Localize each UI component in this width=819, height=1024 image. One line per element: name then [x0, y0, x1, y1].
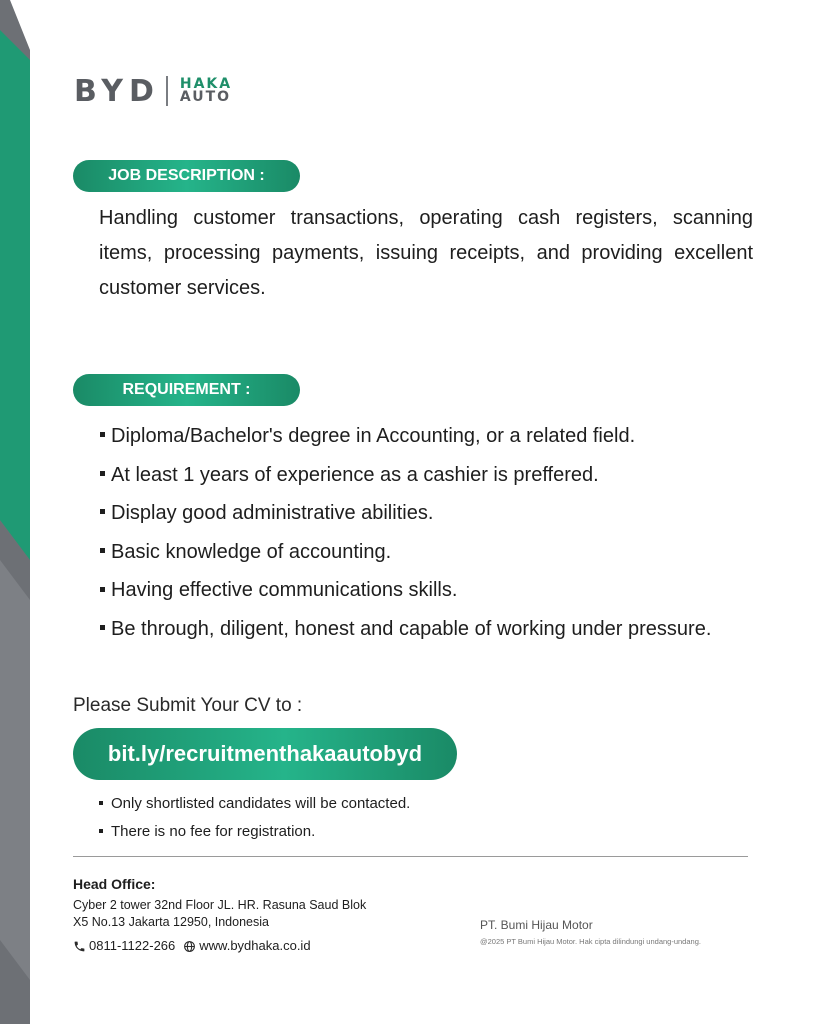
logo-divider — [166, 76, 168, 106]
address-line: X5 No.13 Jakarta 12950, Indonesia — [73, 915, 269, 929]
recruitment-link[interactable]: bit.ly/recruitmenthakaautobyd — [73, 728, 457, 780]
byd-logo-text: BYD — [74, 73, 160, 109]
requirement-item: Basic knowledge of accounting. — [100, 533, 711, 572]
requirement-item: Display good administrative abilities. — [100, 494, 711, 533]
haka-auto-logo — [180, 78, 232, 104]
address-line: Cyber 2 tower 32nd Floor JL. HR. Rasuna Saud Blok — [73, 898, 367, 912]
copyright-text: @2025 PT Bumi Hijau Motor. Hak cipta dilindungi undang-undang. — [480, 937, 701, 946]
bullet-icon — [100, 471, 105, 476]
bullet-icon — [100, 432, 105, 437]
requirement-list — [100, 417, 711, 649]
bullet-icon — [100, 509, 105, 514]
note-item: Only shortlisted candidates will be contacted. — [99, 792, 410, 820]
requirement-item: Diploma/Bachelor's degree in Accounting, or a related field. — [100, 417, 711, 456]
requirement-item: Having effective communications skills. — [100, 571, 711, 610]
brand-logo — [74, 74, 232, 108]
bullet-icon — [100, 587, 105, 592]
globe-icon — [183, 940, 196, 953]
head-office-label: Head Office: — [73, 876, 156, 892]
job-description-text: Handling customer transactions, operating cash registers, scanning items, processing payments, issuing receipts, and providing excellent customer services. — [99, 207, 753, 299]
website-link[interactable]: www.bydhaka.co.id — [199, 938, 311, 953]
job-description-heading: JOB DESCRIPTION : — [73, 160, 300, 192]
contact-row — [73, 937, 311, 955]
submit-cv-title: Please Submit Your CV to : — [73, 695, 303, 716]
bullet-icon — [100, 548, 105, 553]
bullet-icon — [99, 801, 103, 805]
footer-divider — [73, 856, 748, 857]
bullet-icon — [100, 625, 105, 630]
head-office-address — [73, 897, 413, 931]
requirement-item: At least 1 years of experience as a cashier is preffered. — [100, 456, 711, 495]
submission-notes — [99, 792, 410, 848]
phone-number[interactable]: 0811-1122-266 — [89, 938, 176, 953]
auto-logo-line: AUTO — [179, 89, 232, 105]
side-decoration-stripe — [0, 0, 30, 1024]
requirement-heading: REQUIREMENT : — [73, 374, 300, 406]
requirement-item: Be through, diligent, honest and capable of working under pressure. — [100, 610, 711, 649]
phone-icon — [73, 940, 86, 953]
haka-logo-line: HAKA — [179, 76, 233, 92]
bullet-icon — [99, 829, 103, 833]
company-name: PT. Bumi Hijau Motor — [480, 918, 593, 932]
note-item: There is no fee for registration. — [99, 820, 410, 848]
